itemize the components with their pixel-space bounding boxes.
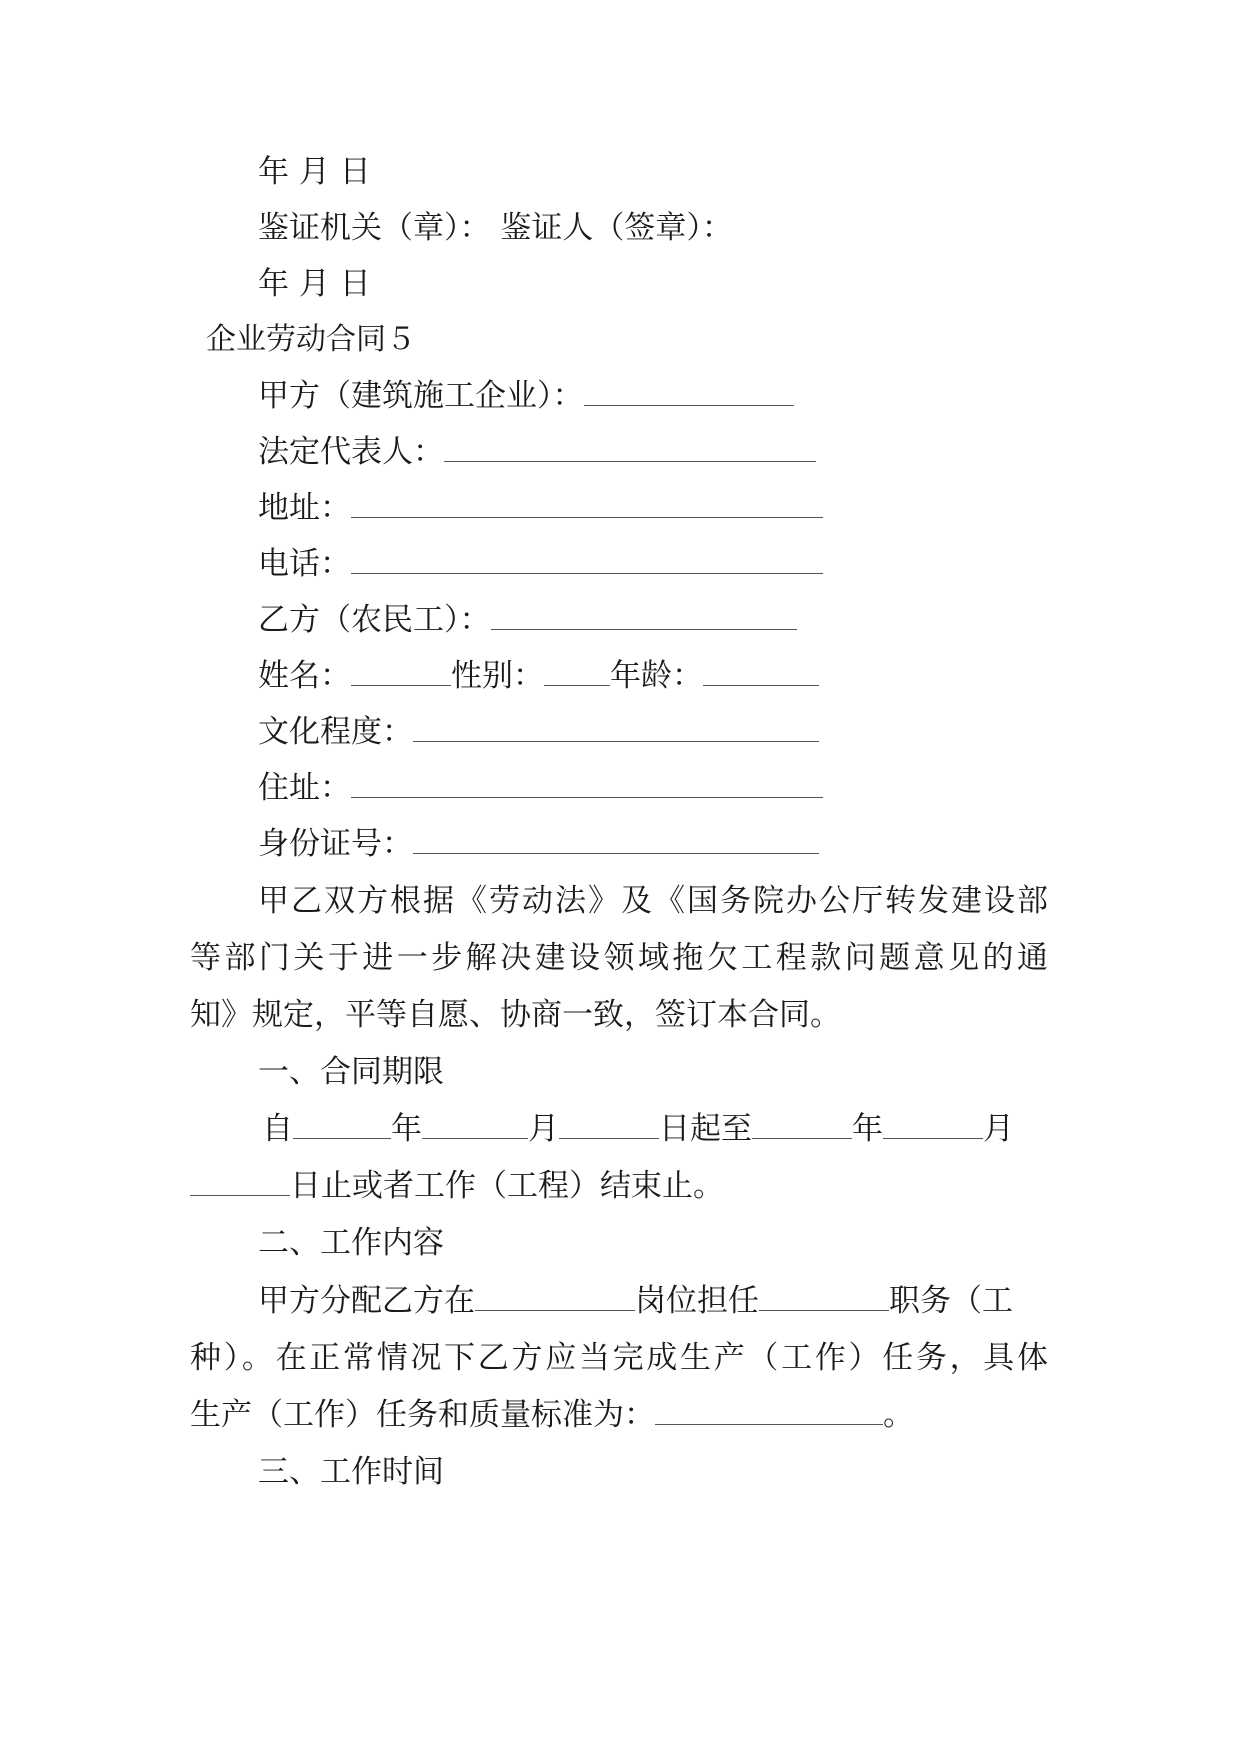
- party-a-label: 甲方（建筑施工企业）：: [258, 378, 584, 414]
- end-month-blank[interactable]: [883, 1112, 983, 1139]
- legal-rep-label: 法定代表人：: [258, 434, 444, 470]
- legal-rep-line: [258, 432, 816, 472]
- contract-title: 企业劳动合同５: [206, 322, 416, 357]
- start-month-blank[interactable]: [422, 1112, 528, 1139]
- section-heading: 二、工作内容: [258, 1225, 444, 1261]
- end-year-blank[interactable]: [752, 1112, 852, 1139]
- contract-term-line-2: 日止或者工作（工程）结束止。: [190, 1166, 724, 1206]
- residence-blank[interactable]: [351, 771, 823, 798]
- name-blank[interactable]: [351, 659, 451, 686]
- party-b-label: 乙方（农民工）：: [258, 602, 491, 638]
- contract-term-line: 自 年 月 日起至 年 月: [262, 1111, 1014, 1147]
- quality-standard-blank[interactable]: [655, 1398, 883, 1425]
- paragraph-line: 知》规定，平等自愿、协商一致，签订本合同。: [190, 997, 841, 1033]
- age-label: 年龄：: [610, 658, 703, 694]
- paragraph-line: 甲乙双方根据《劳动法》及《国务院办公厅转发建设部: [258, 883, 1048, 919]
- address-blank[interactable]: [351, 491, 823, 518]
- end-day-blank[interactable]: [190, 1169, 290, 1196]
- post-blank[interactable]: [475, 1284, 635, 1311]
- work-content-line: 甲方分配乙方在 岗位担任 职务（工: [258, 1283, 1013, 1319]
- name-gender-age-line: [258, 656, 819, 696]
- education-line: [258, 712, 819, 752]
- legal-rep-blank[interactable]: [444, 435, 816, 462]
- phone-line: [258, 544, 823, 584]
- date-line: 年 月 日: [258, 154, 371, 190]
- id-number-label: 身份证号：: [258, 826, 413, 862]
- authority-signature-line: 鉴证机关（章）： 鉴证人（签章）：: [258, 210, 733, 246]
- address-label: 地址：: [258, 490, 351, 526]
- party-a-blank[interactable]: [584, 379, 794, 406]
- party-b-line: [258, 600, 797, 640]
- duty-blank[interactable]: [759, 1284, 889, 1311]
- section-heading: 三、工作时间: [258, 1454, 444, 1490]
- work-standard-line: 生产（工作）任务和质量标准为： 。: [190, 1397, 914, 1433]
- id-number-line: [258, 824, 819, 864]
- residence-label: 住址：: [258, 770, 351, 806]
- party-a-line: [258, 376, 794, 416]
- date-line: 年 月 日: [258, 266, 371, 302]
- address-line: [258, 488, 823, 528]
- start-year-blank[interactable]: [293, 1112, 391, 1139]
- residence-line: [258, 768, 823, 808]
- id-number-blank[interactable]: [413, 827, 819, 854]
- start-day-blank[interactable]: [559, 1112, 659, 1139]
- education-label: 文化程度：: [258, 714, 413, 750]
- phone-label: 电话：: [258, 546, 351, 582]
- section-heading: 一、合同期限: [258, 1054, 444, 1090]
- gender-label: 性别：: [451, 658, 544, 694]
- gender-blank[interactable]: [544, 659, 610, 686]
- paragraph-line: 种）。在正常情况下乙方应当完成生产（工作）任务，具体: [190, 1340, 1048, 1376]
- name-label: 姓名：: [258, 658, 351, 694]
- education-blank[interactable]: [413, 715, 819, 742]
- age-blank[interactable]: [703, 659, 819, 686]
- paragraph-line: 等部门关于进一步解决建设领域拖欠工程款问题意见的通: [190, 940, 1048, 976]
- party-b-blank[interactable]: [491, 603, 797, 630]
- phone-blank[interactable]: [351, 547, 823, 574]
